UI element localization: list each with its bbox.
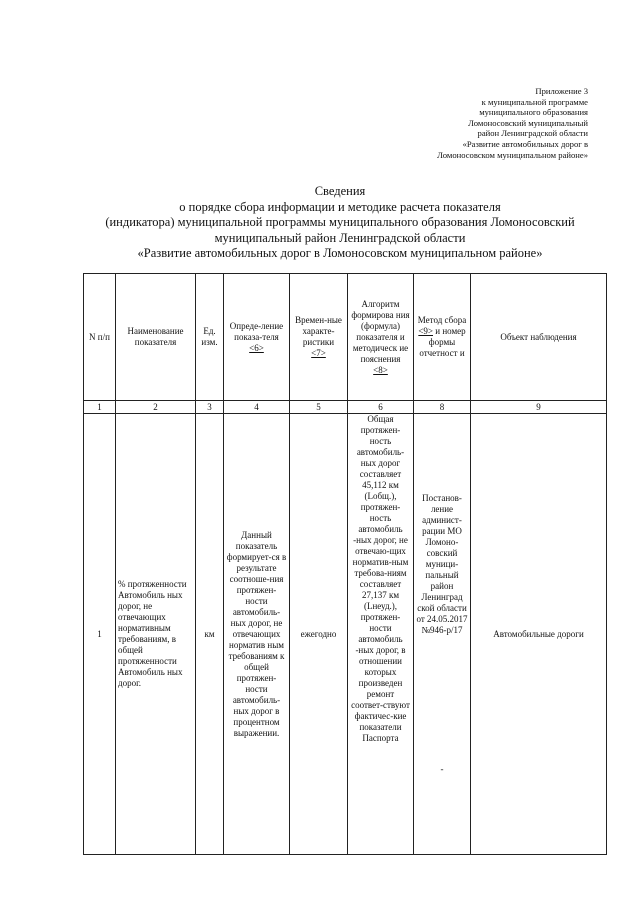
column-number: 5 xyxy=(290,401,348,414)
row-method-text: Постанов-ление админист-рации МО Ломоно-совский муници-пальный район Ленинград ской области от 24.05.2017 №946-р/17 xyxy=(416,493,468,635)
row-method xyxy=(414,414,471,855)
column-number: 9 xyxy=(471,401,607,414)
appendix-line: к муниципальной программе xyxy=(481,96,588,107)
column-number: 8 xyxy=(414,401,471,414)
table-row xyxy=(84,414,607,855)
appendix-line: Приложение 3 xyxy=(535,86,588,96)
indicator-table xyxy=(83,273,607,855)
header-algorithm-ref: <8> xyxy=(373,364,388,375)
header-method-ref: <9> xyxy=(418,326,433,336)
header-definition-ref: <6> xyxy=(249,342,264,353)
row-num: 1 xyxy=(84,414,116,855)
header-method-text-a: Метод сбора xyxy=(417,315,467,325)
column-number: 3 xyxy=(196,401,224,414)
header-algorithm xyxy=(348,274,414,401)
heading-line: Сведения xyxy=(314,184,366,198)
appendix-line: район Ленинградской области xyxy=(477,128,588,139)
column-number: 2 xyxy=(116,401,196,414)
header-row xyxy=(84,274,607,401)
appendix-line: Ломоносовский муниципальный xyxy=(468,117,588,128)
appendix-block xyxy=(348,86,588,160)
column-number: 6 xyxy=(348,401,414,414)
heading-line: муниципальный район Ленинградской области xyxy=(214,230,466,245)
heading-line: (индикатора) муниципальной программы муниципального образования Ломоносовский xyxy=(105,215,575,230)
header-method-text-b: и номер формы отчетност и xyxy=(419,326,466,358)
header-object: Объект наблюдения xyxy=(471,274,607,401)
row-name: % протяженности Автомобиль ных дорог, не отвечающих нормативным требованиям, в общей протяженности Автомобиль ных дорог. xyxy=(116,414,196,855)
document-heading xyxy=(60,184,620,262)
header-num: N п/п xyxy=(84,274,116,401)
row-definition: Данный показатель формирует-ся в результате соотноше-ния протяжен-ности автомобиль-ных дорог, не отвечающих норматив ным требованиям к общей протяжен-ности автомобиль-ных дорог в процентном выражении. xyxy=(224,414,290,855)
header-name: Наименование показателя xyxy=(116,274,196,401)
column-number: 1 xyxy=(84,401,116,414)
header-method xyxy=(414,274,471,401)
header-time-text: Времен-ные характе-ристики xyxy=(295,315,342,347)
column-number: 4 xyxy=(224,401,290,414)
row-time: ежегодно xyxy=(290,414,348,855)
row-algorithm: Общая протяжен-ность автомобиль-ных дорог составляет 45,112 км (Lобщ.), протяжен-ность автомобиль -ных дорог, не отвечаю-щих норматив-ным требова-ниям составляет 27,137 км (Lнеуд.), протяжен-ности автомобиль -ных дорог, в отношении которых произведен ремонт соответ-ствуют фактичес-кие показатели Паспорта xyxy=(348,414,414,855)
header-algorithm-text: Алгоритм формирова ния (формула) показателя и методическ ие пояснения xyxy=(351,298,410,364)
header-unit: Ед. изм. xyxy=(196,274,224,401)
header-definition xyxy=(224,274,290,401)
appendix-line: «Развитие автомобильных дорог в xyxy=(462,138,588,149)
row-unit: км xyxy=(196,414,224,855)
row-object: Автомобильные дороги xyxy=(471,414,607,855)
heading-line: о порядке сбора информации и методике расчета показателя xyxy=(179,199,501,214)
column-number-row xyxy=(84,401,607,414)
header-time xyxy=(290,274,348,401)
header-time-ref: <7> xyxy=(311,348,326,358)
appendix-line: Ломоносовском муниципальном районе» xyxy=(437,149,588,160)
heading-line: «Развитие автомобильных дорог в Ломоносовском муниципальном районе» xyxy=(137,246,543,261)
row-method-dash: - xyxy=(440,764,444,774)
header-definition-text: Опреде-ление показа-теля xyxy=(229,320,284,342)
appendix-line: муниципального образования xyxy=(479,107,588,118)
